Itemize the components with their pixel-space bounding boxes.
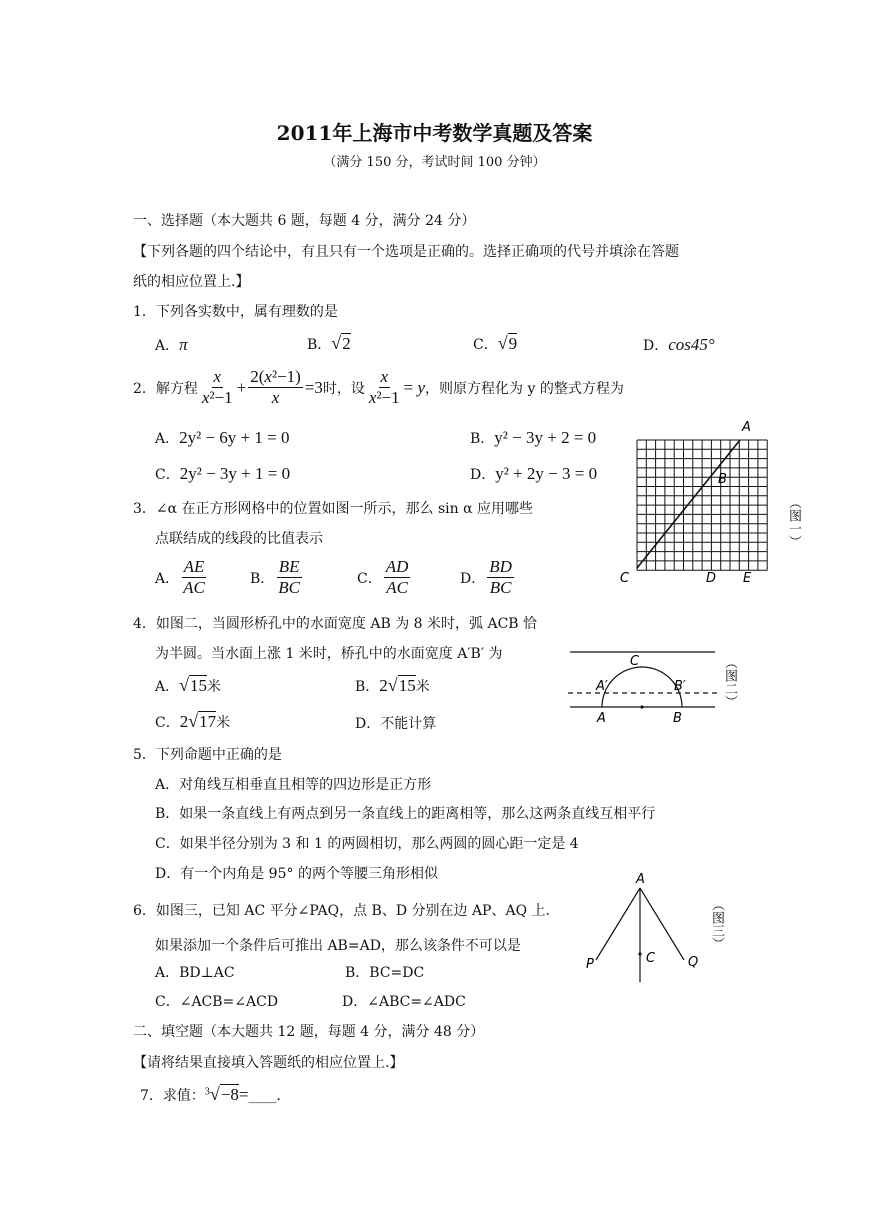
- q5-option-b: B．如果一条直线上有两点到另一条直线上的距离相等，那么这两条直线互相平行: [155, 806, 656, 822]
- label-c: C: [646, 951, 656, 966]
- q4-option-a: A．√15米: [155, 675, 222, 695]
- label-e: E: [743, 571, 752, 586]
- q6-line2: 如果添加一个条件后可推出 AB=AD，那么该条件不可以是: [155, 938, 521, 954]
- ray-aq: [640, 888, 684, 960]
- q2-option-d: D．y² + 2y − 3 = 0: [470, 464, 598, 483]
- q3-option-d: D． $\frac{BD}{BC}$: [460, 557, 512, 597]
- center-point: [640, 705, 643, 708]
- page-title: 2011年上海市中考数学真题及答案: [276, 121, 593, 145]
- q2-option-a: A．2y² − 6y + 1 = 0: [155, 428, 290, 447]
- angle-ray-ca: [637, 440, 740, 568]
- figure-3-angle: [580, 870, 710, 985]
- page-subtitle: （满分 150 分，考试时间 100 分钟）: [323, 155, 546, 170]
- q3-line2: 点联结成的线段的比值表示: [155, 531, 323, 547]
- q1-option-b: B．√2: [307, 333, 351, 353]
- label-d: D: [706, 571, 717, 586]
- label-b: B: [718, 472, 727, 487]
- section1-header: 一、选择题（本大题共 6 题，每题 4 分，满分 24 分）: [133, 213, 476, 229]
- q6-option-a: A．BD⊥AC: [155, 965, 235, 981]
- label-a: A: [636, 872, 645, 887]
- q2-option-b: B．y² − 3y + 2 = 0: [470, 428, 597, 447]
- q3-option-a: A． $\frac{AE}{AC}$: [155, 557, 205, 597]
- q5-stem: 5．下列命题中正确的是: [133, 747, 282, 763]
- q3-option-c: C． $\frac{AD}{AC}$: [357, 557, 409, 597]
- q3-line1: 3．∠α 在正方形网格中的位置如图一所示，那么 sin α 应用哪些: [133, 501, 534, 517]
- section2-header: 二、填空题（本大题共 12 题，每题 4 分，满分 48 分）: [133, 1024, 485, 1040]
- section1-instruction-line2: 纸的相应位置上.】: [133, 274, 250, 290]
- figure-1-caption: （图一）: [786, 496, 801, 548]
- q2-stem: 2．解方程 $\frac{x}{\text{x²−1}}$ + $\frac{\text{2(x²−1)}}{x}$ =3 时，设 $\frac{x}{\text{x²−1}}$ = y ，则原方程化为 y 的整式方程为: [133, 367, 624, 407]
- label-a-prime: A′: [596, 679, 608, 694]
- label-b: B: [673, 711, 682, 726]
- q4-option-b: B．2√15米: [355, 675, 430, 695]
- label-b-prime: B′: [674, 679, 686, 694]
- point-c: [638, 952, 641, 955]
- q2-option-c: C．2y² − 3y + 1 = 0: [155, 464, 291, 483]
- q4-line1: 4．如图二，当圆形桥孔中的水面宽度 AB 为 8 米时，弧 ACB 恰: [133, 616, 538, 632]
- figure-2-bridge: [560, 645, 730, 730]
- semicircle-arc: [602, 667, 682, 707]
- figure-3-caption: （图三）: [709, 898, 724, 950]
- q5-option-c: C．如果半径分别为 3 和 1 的两圆相切，那么两圆的圆心距一定是 4: [155, 836, 579, 852]
- q6-option-d: D．∠ABC=∠ADC: [342, 994, 466, 1010]
- q5-option-a: A．对角线互相垂直且相等的四边形是正方形: [155, 777, 432, 793]
- ray-ap: [596, 888, 640, 960]
- q6-option-b: B．BC=DC: [345, 965, 425, 981]
- section2-instruction: 【请将结果直接填入答题纸的相应位置上.】: [133, 1055, 404, 1071]
- q5-option-d: D．有一个内角是 95° 的两个等腰三角形相似: [155, 866, 438, 882]
- figure-2-caption: （图二）: [722, 656, 737, 708]
- label-a: A: [597, 711, 606, 726]
- q1-option-a: A．π: [155, 335, 188, 354]
- label-q: Q: [688, 955, 699, 970]
- label-a: A: [742, 420, 751, 435]
- q1-option-c: C．√9: [473, 333, 518, 353]
- q1-stem: 1．下列各实数中，属有理数的是: [133, 304, 338, 320]
- q4-option-c: C．2√17米: [155, 711, 231, 731]
- q1-option-d: D．cos45°: [643, 335, 715, 354]
- q6-option-c: C．∠ACB=∠ACD: [155, 994, 279, 1010]
- section1-instruction-line1: 【下列各题的四个结论中，有且只有一个选项是正确的。选择正确项的代号并填涂在答题: [133, 244, 679, 260]
- label-p: P: [586, 957, 594, 972]
- q4-line2: 为半圆。当水面上涨 1 米时，桥孔中的水面宽度 A′B′ 为: [155, 646, 503, 662]
- q7-stem: 7．求值：$^3$√−8=____.: [140, 1084, 281, 1104]
- label-c: C: [630, 654, 640, 669]
- q7-answer-blank[interactable]: ____: [248, 1088, 277, 1104]
- q4-option-d: D．不能计算: [355, 716, 437, 732]
- label-c: C: [620, 571, 630, 586]
- q3-option-b: B． $\frac{BE}{BC}$: [250, 557, 301, 597]
- q6-line1: 6．如图三，已知 AC 平分∠PAQ，点 B、D 分别在边 AP、AQ 上.: [133, 903, 550, 919]
